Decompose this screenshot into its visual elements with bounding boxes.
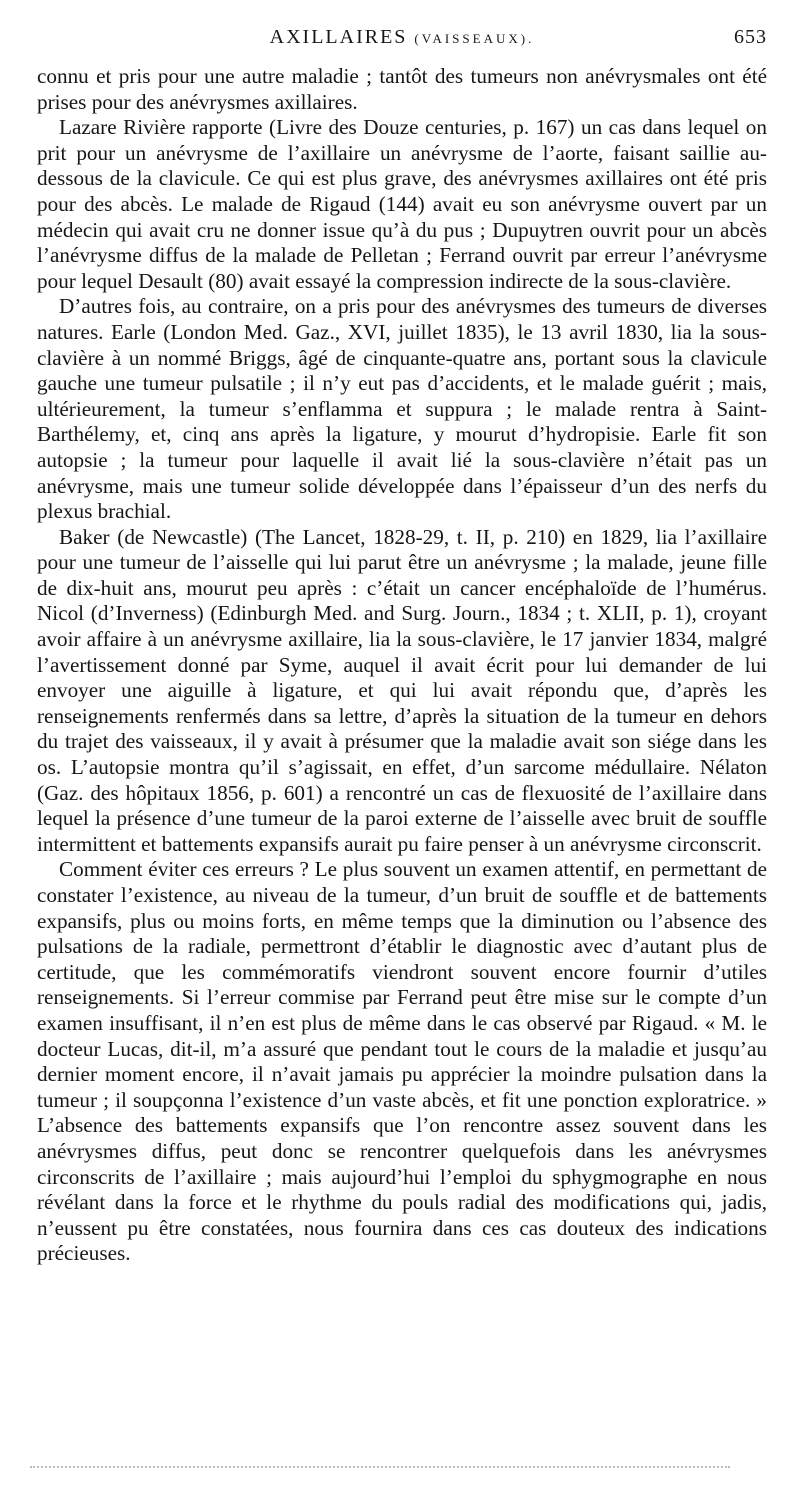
page-number: 653 <box>734 26 767 48</box>
paragraph-4: Baker (de Newcastle) (The Lancet, 1828-29, t. II, p. 210) en 1829, lia l’axillaire pour une tumeur de l’aisselle qui lui parut être un anévrysme ; la malade, jeune fille de dix-huit ans, mourut peu après : c’était un cancer encéphaloïde de l’humérus. Nicol (d’Inverness) (Edinburgh Med. and Surg. Journ., 1834 ; t. XLII, p. 1), croyant avoir affaire à un anévrysme axillaire, lia la sous-clavière, le 17 janvier 1834, malgré l’avertissement donné par Syme, auquel il avait écrit pour lui demander de lui envoyer une aiguille à ligature, et qui lui avait répondu que, d’après les renseignements renfermés dans sa lettre, d’après la situation de la tumeur en dehors du trajet des vaisseaux, il y avait à présumer que la maladie avait son siége dans les os. L’autopsie montra qu’il s’agissait, en effet, d’un sarcome médullaire. Nélaton (Gaz. des hôpitaux 1856, p. 601) a rencontré un cas de flexuosité de l’axillaire dans lequel la présence d’une tumeur de la paroi externe de l’aisselle avec bruit de souffle intermittent et battements expansifs aurait pu faire penser à un anévrysme circonscrit. <box>37 524 767 856</box>
paragraph-3: D’autres fois, au contraire, on a pris pour des anévrysmes des tumeurs de diverses natures. Earle (London Med. Gaz., XVI, juillet 1835), le 13 avril 1830, lia la sous-clavière à un nommé Briggs, âgé de cinquante-quatre ans, portant sous la clavicule gauche une tumeur pulsatile ; il n’y eut pas d’accidents, et le malade guérit ; mais, ultérieurement, la tumeur s’enflamma et suppura ; le malade rentra à Saint-Barthélemy, et, cinq ans après la ligature, y mourut d’hydropisie. Earle fit son autopsie ; la tumeur pour laquelle il avait lié la sous-clavière n’était pas un anévrysme, mais une tumeur solide développée dans l’épaisseur d’un des nerfs du plexus brachial. <box>37 294 767 524</box>
footer-dotted-rule <box>30 1466 730 1468</box>
body-text <box>37 64 767 1267</box>
page-header <box>37 26 767 54</box>
running-title-subtitle: (VAISSEAUX). <box>414 31 535 46</box>
book-page <box>37 26 767 1267</box>
paragraph-5: Comment éviter ces erreurs ? Le plus souvent un examen attentif, en permettant de constater l’existence, au niveau de la tumeur, d’un bruit de souffle et de battements expansifs, plus ou moins forts, en même temps que la diminution ou l’absence des pulsations de la radiale, permettront d’établir le diagnostic avec d’autant plus de certitude, que les commémoratifs viendront souvent encore fournir d’utiles renseignements. Si l’erreur commise par Ferrand peut être mise sur le compte d’un examen insuffisant, il n’en est plus de même dans le cas observé par Rigaud. « M. le docteur Lucas, dit-il, m’a assuré que pendant tout le cours de la maladie et jusqu’au dernier moment encore, il n’avait jamais pu apprécier la moindre pulsation dans la tumeur ; il soupçonna l’existence d’un vaste abcès, et fit une ponction exploratrice. » L’absence des battements expansifs que l’on rencontre assez souvent dans les anévrysmes diffus, peut donc se rencontrer quelquefois dans les anévrysmes circonscrits de l’axillaire ; mais aujourd’hui l’emploi du sphygmographe en nous révélant dans la force et le rhythme du pouls radial des modifications qui, jadis, n’eussent pu être constatées, nous fournira dans ces cas douteux des indications précieuses. <box>37 857 767 1266</box>
running-title-main: AXILLAIRES <box>269 26 408 48</box>
paragraph-2: Lazare Rivière rapporte (Livre des Douze centuries, p. 167) un cas dans lequel on prit pour un anévrysme de l’axillaire un anévrysme de l’aorte, faisant saillie au-dessous de la clavicule. Ce qui est plus grave, des anévrysmes axillaires ont été pris pour des abcès. Le malade de Rigaud (144) avait eu son anévrysme ouvert par un médecin qui avait cru ne donner issue qu’à du pus ; Dupuytren ouvrit pour un abcès l’anévrysme diffus de la malade de Pelletan ; Ferrand ouvrit par erreur l’anévrysme pour lequel Desault (80) avait essayé la compression indirecte de la sous-clavière. <box>37 115 767 293</box>
running-title <box>37 26 767 49</box>
paragraph-1: connu et pris pour une autre maladie ; tantôt des tumeurs non anévrysmales ont été prises pour des anévrysmes axillaires. <box>37 64 767 114</box>
